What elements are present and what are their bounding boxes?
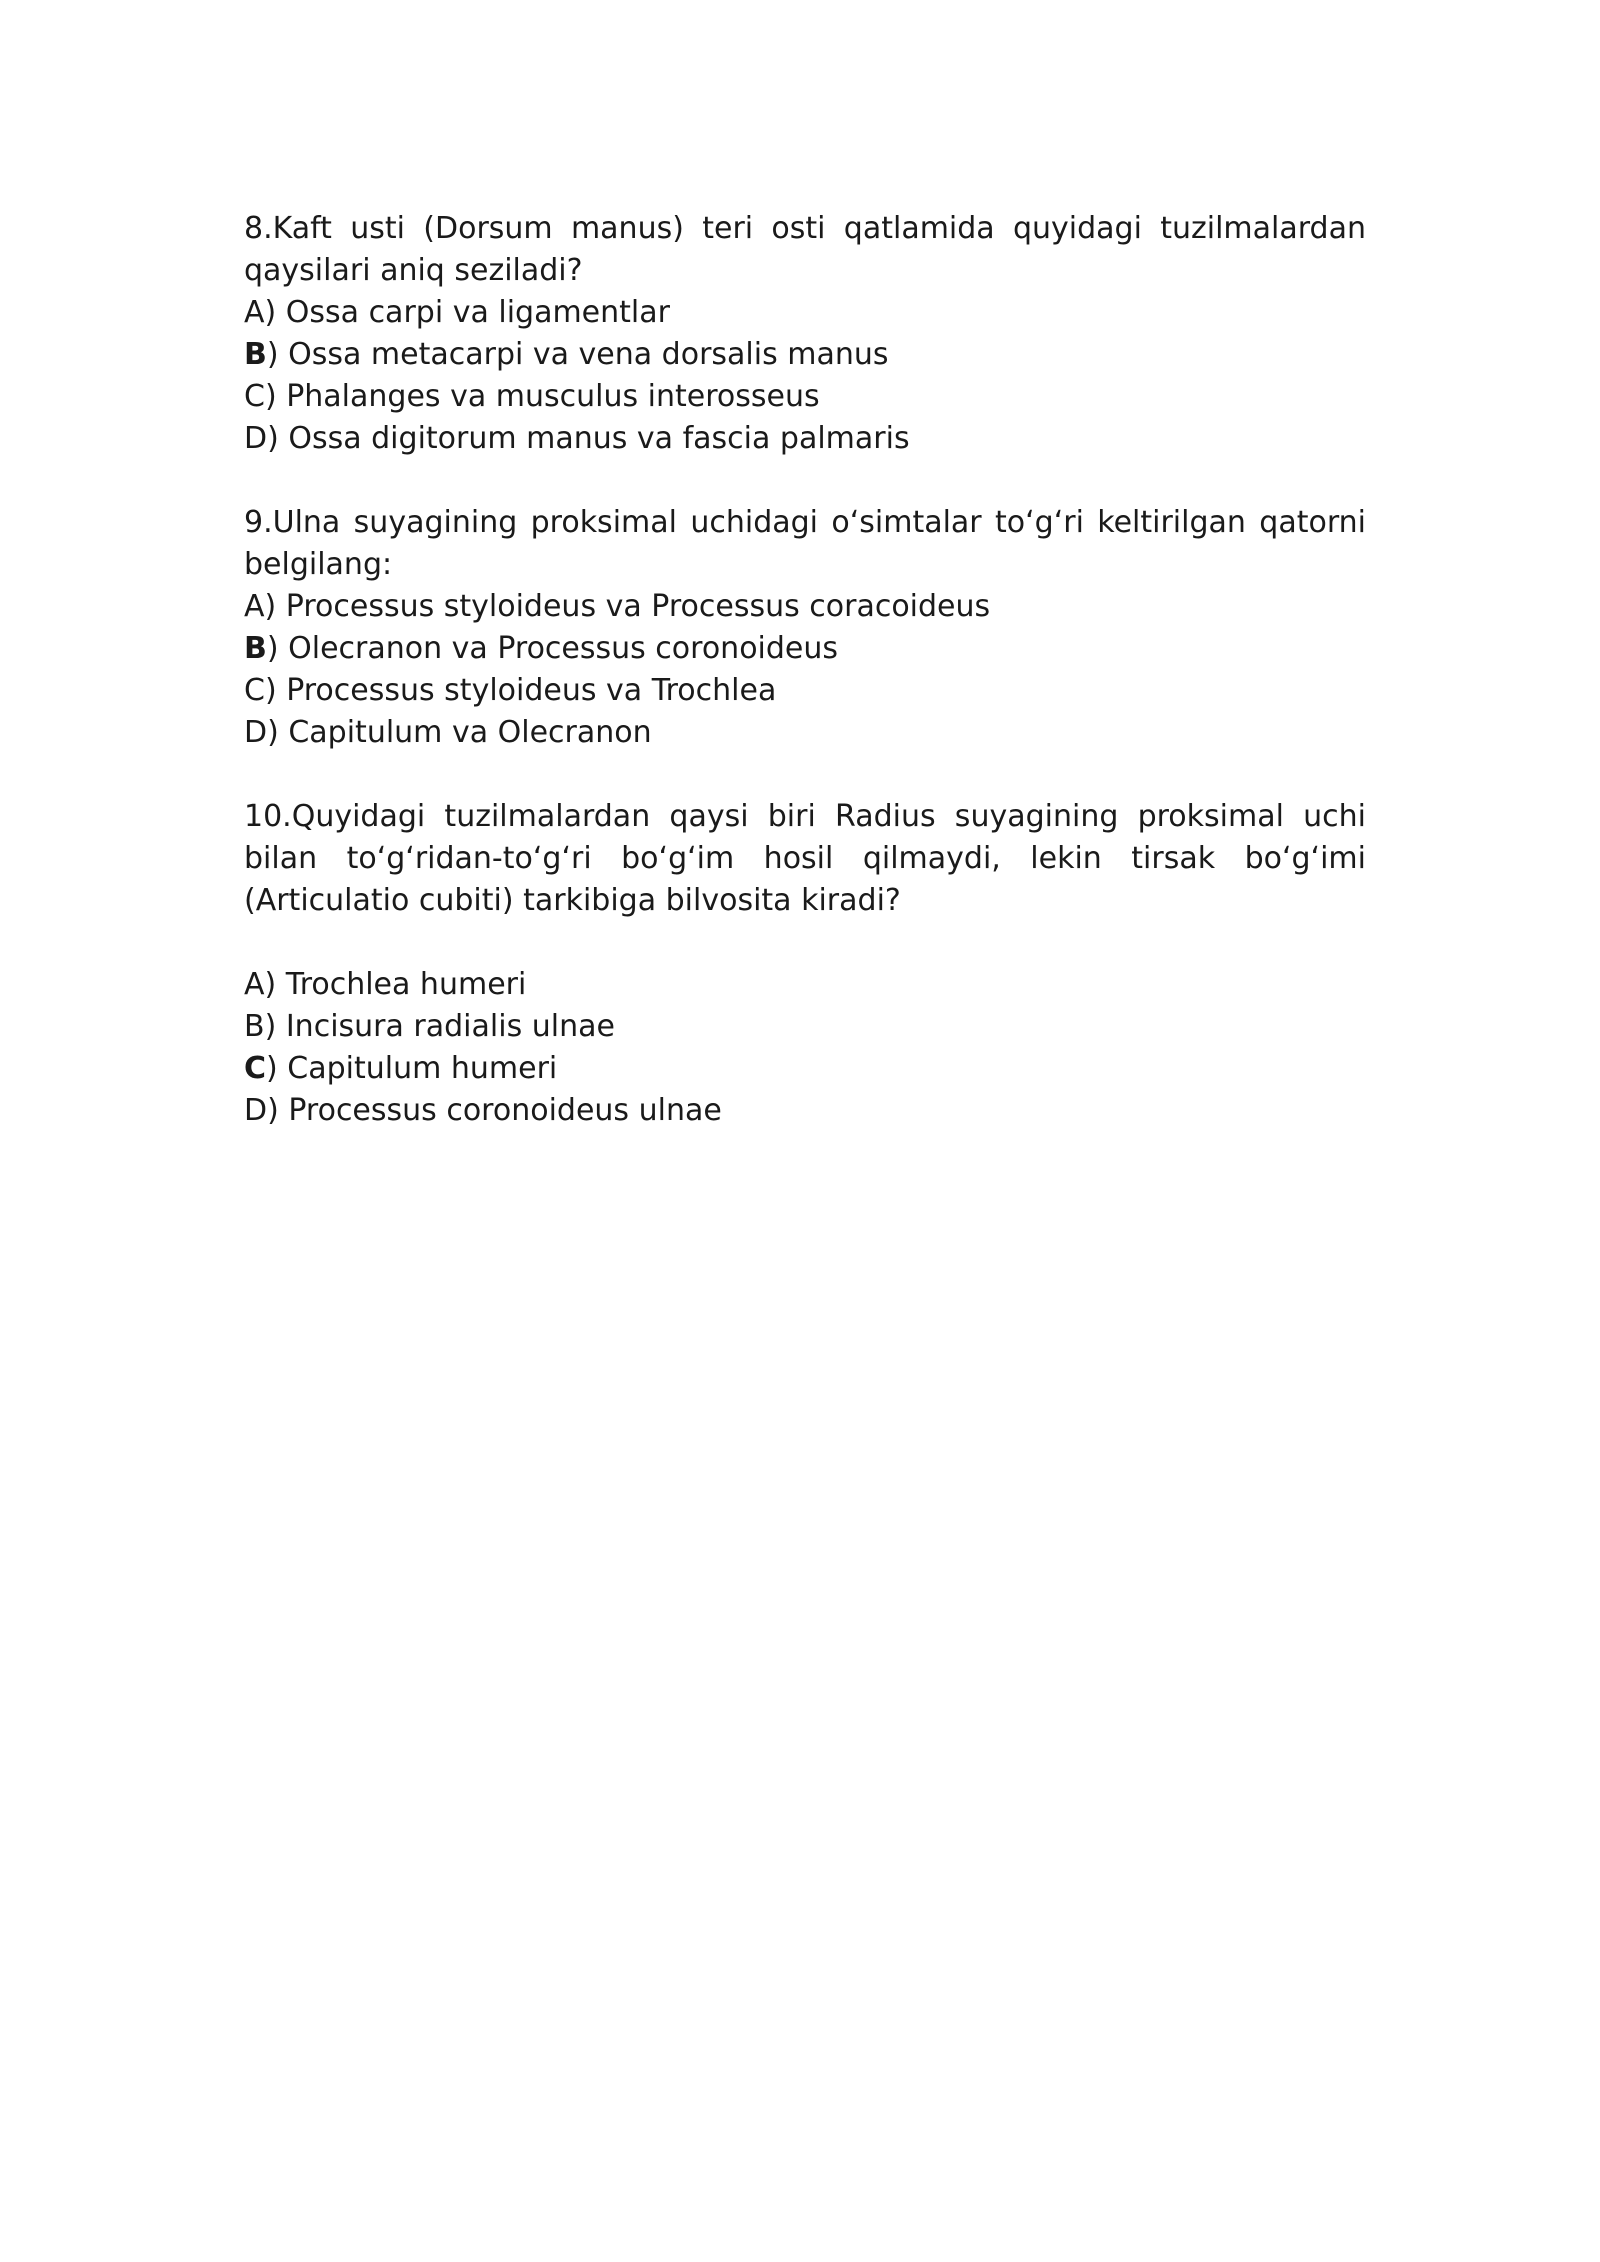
option-text: ) Ossa metacarpi va vena dorsalis manus <box>266 337 889 372</box>
option-c <box>244 670 1366 712</box>
option-letter: A <box>244 589 265 624</box>
option-text: ) Trochlea humeri <box>264 967 527 1002</box>
option-b <box>244 334 1366 376</box>
question-10 <box>244 796 1366 1132</box>
option-letter: A <box>244 295 265 330</box>
question-text: 9.Ulna suyagining proksimal uchidagi o‘simtalar to‘g‘ri keltirilgan qatorni belgilang: <box>244 505 1366 582</box>
option-b <box>244 1006 1366 1048</box>
option-letter: D <box>244 1093 268 1128</box>
option-d <box>244 1090 1366 1132</box>
question-text: 8.Kaft usti (Dorsum manus) teri osti qatlamida quyidagi tuzilmalardan qaysilari aniq seziladi? <box>244 211 1366 288</box>
question-8 <box>244 208 1366 460</box>
option-text: ) Processus styloideus va Processus coracoideus <box>264 589 991 624</box>
option-b <box>244 628 1366 670</box>
question-9 <box>244 502 1366 754</box>
option-letter-correct: C <box>244 1051 267 1086</box>
option-letter: D <box>244 715 268 750</box>
question-text: 10.Quyidagi tuzilmalardan qaysi biri Radius suyagining proksimal uchi bilan to‘g‘ridan-to‘g‘ri bo‘g‘im hosil qilmaydi, lekin tirsak bo‘g‘imi (Articulatio cubiti) tarkibiga bilvosita kiradi? <box>244 799 1366 918</box>
option-d <box>244 712 1366 754</box>
option-text: ) Incisura radialis ulnae <box>264 1009 615 1044</box>
document-page <box>244 208 1366 1132</box>
option-letter: C <box>244 673 265 708</box>
option-text: ) Capitulum va Olecranon <box>267 715 652 750</box>
option-c <box>244 1048 1366 1090</box>
blank-line <box>244 922 1366 964</box>
option-letter-correct: B <box>244 337 267 372</box>
option-letter: B <box>244 1009 265 1044</box>
option-a <box>244 964 1366 1006</box>
option-c <box>244 376 1366 418</box>
option-text: ) Capitulum humeri <box>266 1051 558 1086</box>
option-text: ) Ossa carpi va ligamentlar <box>264 295 670 330</box>
option-text: ) Ossa digitorum manus va fascia palmaris <box>267 421 910 456</box>
option-text: ) Processus styloideus va Trochlea <box>264 673 777 708</box>
option-letter-correct: B <box>244 631 267 666</box>
option-a <box>244 292 1366 334</box>
option-d <box>244 418 1366 460</box>
option-a <box>244 586 1366 628</box>
option-text: ) Olecranon va Processus coronoideus <box>266 631 839 666</box>
option-text: ) Phalanges va musculus interosseus <box>264 379 820 414</box>
option-letter: A <box>244 967 265 1002</box>
option-letter: D <box>244 421 268 456</box>
option-text: ) Processus coronoideus ulnae <box>267 1093 722 1128</box>
option-letter: C <box>244 379 265 414</box>
